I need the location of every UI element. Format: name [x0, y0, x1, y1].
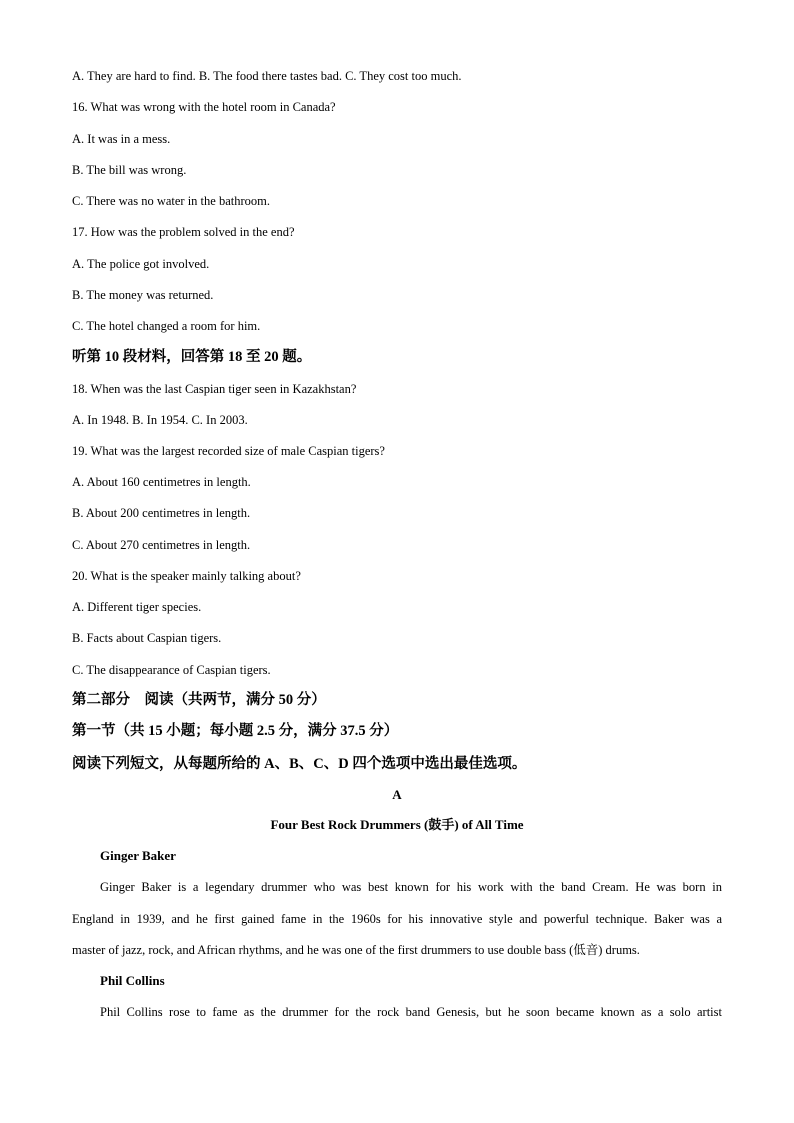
- section-10-heading: 听第 10 段材料，回答第 18 至 20 题。: [72, 349, 312, 365]
- question-18: 18. When was the last Caspian tiger seen in Kazakhstan?: [72, 382, 357, 396]
- phil-collins-heading: Phil Collins: [100, 973, 165, 988]
- ginger-baker-heading: Ginger Baker: [100, 848, 176, 863]
- question-17-option-a: A. The police got involved.: [72, 257, 210, 271]
- question-16-option-b: B. The bill was wrong.: [72, 163, 187, 177]
- question-19-option-b: B. About 200 centimetres in length.: [72, 506, 251, 520]
- q15-options: A. They are hard to find. B. The food there tastes bad. C. They cost too much.: [72, 69, 462, 83]
- section-1-heading: 第一节（共 15 小题；每小题 2.5 分，满分 37.5 分）: [72, 723, 399, 739]
- passage-label: A: [392, 787, 402, 802]
- ginger-baker-paragraph-line-2: England in 1939, and he first gained fame in the 1960s for his innovative style and powerful technique. Baker was a: [72, 912, 722, 926]
- question-17-option-b: B. The money was returned.: [72, 288, 214, 302]
- question-20-option-a: A. Different tiger species.: [72, 600, 202, 614]
- ginger-baker-paragraph-line-1: Ginger Baker is a legendary drummer who was best known for his work with the band Cream. He was born in: [100, 880, 722, 894]
- part-2-heading: 第二部分 阅读（共两节，满分 50 分）: [72, 692, 326, 708]
- question-17: 17. How was the problem solved in the end?: [72, 225, 295, 239]
- question-19-option-a: A. About 160 centimetres in length.: [72, 475, 251, 489]
- question-20-option-c: C. The disappearance of Caspian tigers.: [72, 663, 271, 677]
- passage-title: Four Best Rock Drummers (鼓手) of All Time: [270, 817, 524, 832]
- reading-instruction: 阅读下列短文，从每题所给的 A、B、C、D 四个选项中选出最佳选项。: [72, 756, 527, 772]
- question-20-option-b: B. Facts about Caspian tigers.: [72, 631, 222, 645]
- phil-collins-paragraph-line-1: Phil Collins rose to fame as the drummer for the rock band Genesis, but he soon became known as a solo artist: [100, 1005, 722, 1019]
- question-16-option-c: C. There was no water in the bathroom.: [72, 194, 270, 208]
- ginger-baker-paragraph-line-3: master of jazz, rock, and African rhythms, and he was one of the first drummers to use double bass (低音) drums.: [72, 943, 640, 957]
- question-16: 16. What was wrong with the hotel room in Canada?: [72, 100, 336, 114]
- question-16-option-a: A. It was in a mess.: [72, 132, 171, 146]
- question-17-option-c: C. The hotel changed a room for him.: [72, 319, 261, 333]
- question-19: 19. What was the largest recorded size of male Caspian tigers?: [72, 444, 385, 458]
- question-19-option-c: C. About 270 centimetres in length.: [72, 538, 251, 552]
- question-20: 20. What is the speaker mainly talking about?: [72, 569, 301, 583]
- question-18-options: A. In 1948. B. In 1954. C. In 2003.: [72, 413, 248, 427]
